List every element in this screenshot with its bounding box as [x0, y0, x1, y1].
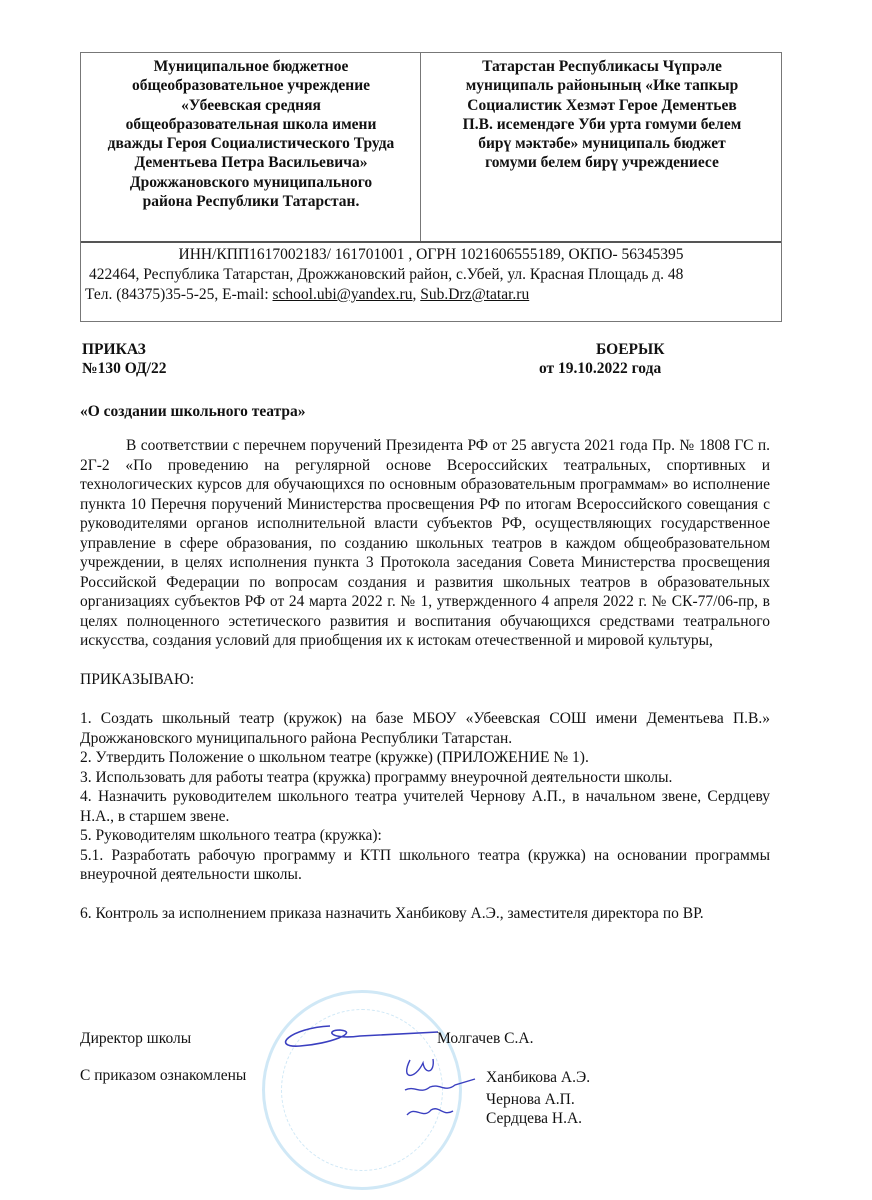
letterhead-line: Дрожжановского муниципального — [129, 173, 373, 191]
letterhead-line: Татарстан Республикасы Чүпрәле — [482, 58, 722, 75]
order-title: ПРИКАЗ — [82, 341, 146, 358]
separator: , — [412, 286, 421, 303]
letterhead-line: дважды Героя Социалистического Труда — [107, 135, 395, 153]
letterhead-line: Муниципальное бюджетное — [153, 58, 349, 75]
letterhead-russian — [81, 57, 421, 211]
letterhead-tatar — [423, 57, 781, 173]
divider — [81, 241, 781, 243]
order-item: 3. Использовать для работы театра (кружка) программу внеурочной деятельности школы. — [80, 768, 673, 786]
director-label: Директор школы — [80, 1030, 192, 1047]
order-item: 5.1. Разработать рабочую программу и КТП школьного театра (кружка) на основании программы внеурочной деятельности школы. — [80, 846, 770, 883]
order-date: от 19.10.2022 года — [539, 360, 662, 377]
order-item: 2. Утвердить Положение о школьном театре (кружке) (ПРИЛОЖЕНИЕ № 1). — [80, 749, 589, 766]
email-link[interactable]: Sub.Drz@tatar.ru — [420, 286, 530, 303]
letterhead-line: П.В. исемендәге Уби урта гомуми белем — [462, 115, 742, 133]
signatory-name: Ханбикова А.Э. — [486, 1069, 591, 1086]
requisites — [81, 245, 781, 305]
letterhead-line: Дементьева Петра Васильевича» — [134, 154, 368, 172]
email-link[interactable]: school.ubi@yandex.ru — [272, 286, 413, 303]
order-subject: «О создании школьного театра» — [80, 403, 306, 420]
letterhead-line: района Республики Татарстан. — [142, 193, 360, 211]
order-item: 1. Создать школьный театр (кружок) на базе МБОУ «Убеевская СОШ имени Дементьева П.В.» Дрожжановского муниципального района Республики Татарстан. — [80, 710, 770, 747]
phone-text: Тел. (84375)35-5-25, E-mail: — [85, 286, 273, 303]
staff-signatures-icon — [395, 1055, 480, 1130]
acquainted-label: С приказом ознакомлены — [80, 1067, 247, 1084]
letterhead-line: бирү мәктәбе» муниципаль бюджет — [478, 135, 726, 153]
order-item: 4. Назначить руководителем школьного театра учителей Чернову А.П., в начальном звене, Сердцеву Н.А., в старшем звене. — [80, 788, 770, 825]
order-item: 5. Руководителям школьного театра (кружка): — [80, 827, 382, 844]
letterhead — [80, 52, 782, 322]
requisites-line: ИНН/КПП1617002183/ 161701001 , ОГРН 1021606555189, ОКПО- 56345395 — [178, 246, 684, 263]
director-signature-icon — [270, 1018, 440, 1058]
signatory-name: Чернова А.П. — [486, 1091, 575, 1108]
document-body — [80, 436, 770, 924]
contacts-line — [81, 285, 781, 305]
letterhead-line: «Убеевская средняя — [181, 96, 321, 114]
signatory-name: Сердцева Н.А. — [486, 1110, 583, 1127]
order-title-tatar: БОЕРЫК — [596, 341, 665, 358]
letterhead-line: общеобразовательное учреждение — [131, 77, 371, 95]
letterhead-line: Социалистик Хезмәт Герое Дементьев — [467, 96, 737, 114]
preamble: В соответствии с перечнем поручений Президента РФ от 25 августа 2021 года Пр. № 1808 ГС п. 2Г-2 «По проведению на регулярной основе Всероссийских театральных, спортивных и технологических курсов для обучающихся по основным образовательным программам» во исполнение пункта 10 Перечня поручений Министерства просвещения РФ по итогам Всероссийского совещания с руководителями органов исполнительной власти субъектов РФ, осуществляющих государственное управление в сфере образования, по созданию школьных театров в каждом общеобразовательном учреждении, в целях исполнения пункта 3 Протокола заседания Совета Министерства просвещения Российской Федерации по вопросам создания и развития школьных театров в образовательных организациях субъектов РФ от 24 марта 2022 г. № 1, утвержденного 4 апреля 2022 г. № СК-77/06-пр, в целях полноценного эстетического развития и воспитания обучающихся средствами театрального искусства, создания условий для приобщения их к истокам отечественной и мировой культуры, — [80, 437, 770, 649]
letterhead-line: общеобразовательная школа имени — [125, 115, 377, 133]
decree-heading: ПРИКАЗЫВАЮ: — [80, 671, 195, 688]
divider — [420, 53, 421, 241]
control-item: 6. Контроль за исполнением приказа назначить Ханбикову А.Э., заместителя директора по ВР. — [80, 905, 704, 922]
director-name: Молгачев С.А. — [437, 1030, 534, 1047]
letterhead-line: гомуми белем бирү учреждениесе — [485, 154, 719, 172]
order-number: №130 ОД/22 — [82, 360, 167, 377]
letterhead-line: муниципаль районының «Ике тапкыр — [465, 77, 739, 95]
address-line: 422464, Республика Татарстан, Дрожжановский район, с.Убей, ул. Красная Площадь д. 48 — [89, 266, 684, 283]
